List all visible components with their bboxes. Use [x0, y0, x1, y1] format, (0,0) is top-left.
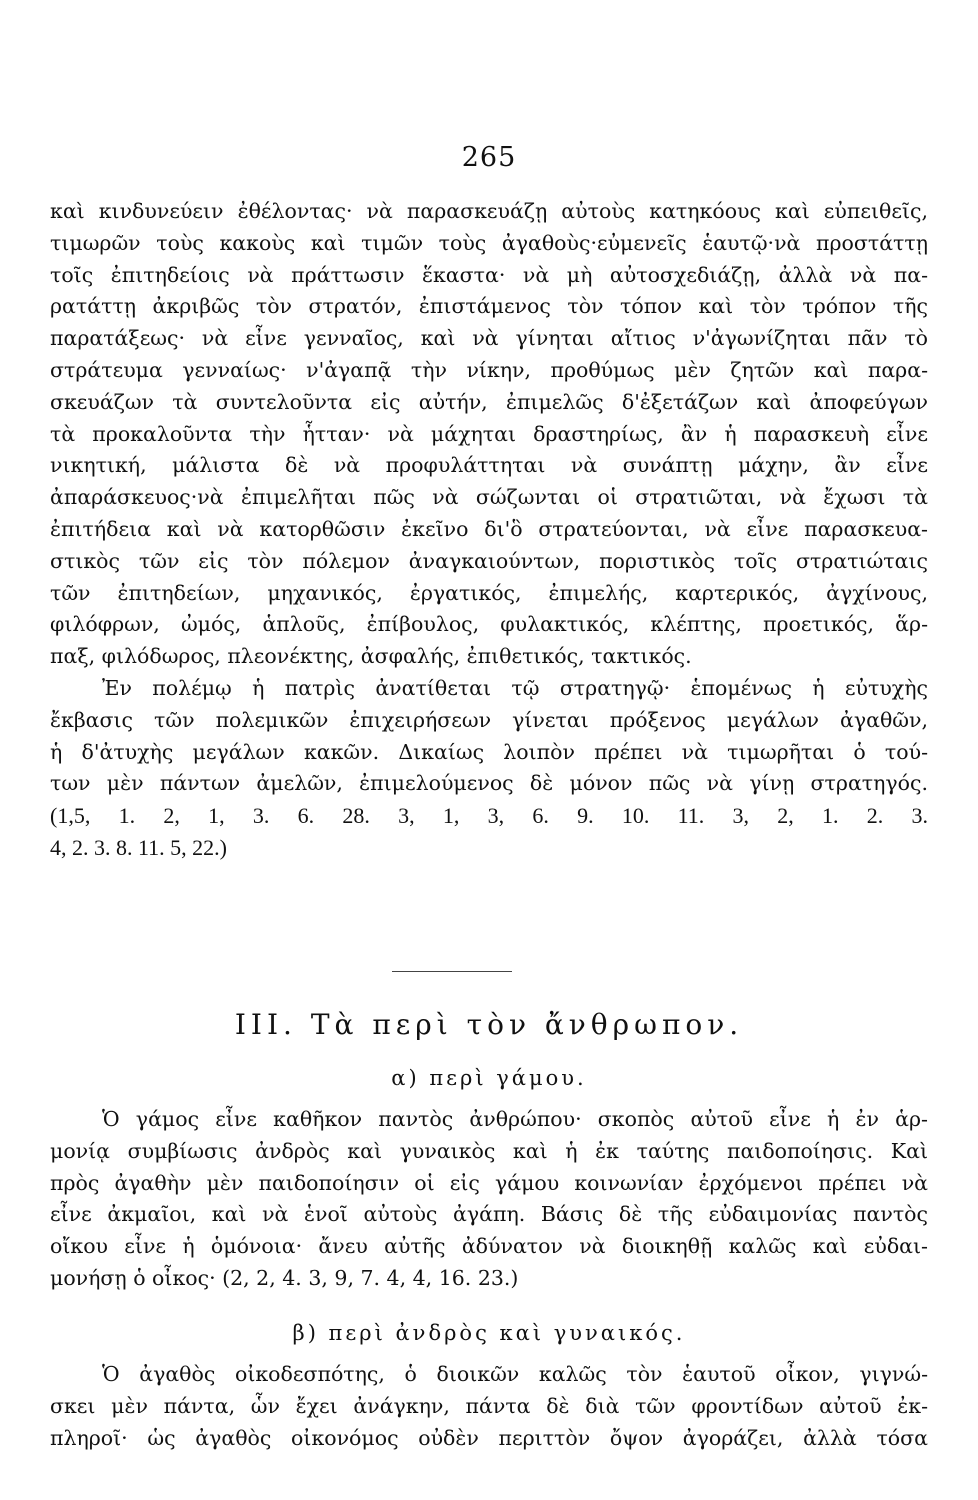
- text-line: σκευάζων τὰ συντελοῦντα εἰς αὐτήν, ἐπιμελῶς δ'ἐξετάζων καὶ ἀποφεύγων: [50, 389, 928, 414]
- main-text-block: [50, 196, 928, 864]
- text-line: τὰ προκαλοῦντα τὴν ἧτταν· νὰ μάχηται δραστηρίως, ἂν ἡ παρασκευὴ εἶνε: [50, 421, 928, 446]
- text-line: σκει μὲν πάντα, ὧν ἔχει ἀνάγκην, πάντα δὲ διὰ τῶν φροντίδων αὐτοῦ ἐκ-: [50, 1393, 928, 1418]
- text-line: μονίᾳ συμβίωσις ἀνδρὸς καὶ γυναικὸς καὶ ἡ ἐκ ταύτης παιδοποίησις. Καὶ: [50, 1138, 928, 1163]
- text-line: παρατάξεως· νὰ εἶνε γενναῖος, καὶ νὰ γίνηται αἴτιος ν'ἀγωνίζηται πᾶν τὸ: [50, 326, 928, 351]
- text-line: εἶνε ἀκμαῖοι, καὶ νὰ ἑνοῖ αὐτοὺς ἀγάπη. Βάσις δὲ τῆς εὐδαιμονίας παντὸς: [50, 1202, 928, 1227]
- text-line: παξ, φιλόδωρος, πλεονέκτης, ἀσφαλής, ἐπιθετικός, τακτικός.: [50, 644, 692, 669]
- subheading-marriage: α) περὶ γάμου.: [391, 1066, 587, 1090]
- text-line: στικὸς τῶν εἰς τὸν πόλεμον ἀναγκαιούντων, ποριστικὸς τοῖς στρατιώταις: [50, 548, 928, 573]
- reference-line: (1,5, 1. 2, 1, 3. 6. 28. 3, 1, 3, 6. 9. 10. 11. 3, 2, 1. 2. 3.: [50, 803, 928, 829]
- text-line: στράτευμα γενναίως· ν'ἀγαπᾷ τὴν νίκην, προθύμως μὲν ζητῶν καὶ παρα-: [50, 357, 928, 382]
- text-line: Ὁ γάμος εἶνε καθῆκον παντὸς ἀνθρώπου· σκοπὸς αὐτοῦ εἶνε ἡ ἐν ἁρ-: [102, 1107, 928, 1131]
- household-text-block: [50, 1359, 928, 1454]
- text-line: νικητική, μάλιστα δὲ νὰ προφυλάττηται νὰ συνάπτῃ μάχην, ἂν εἶνε: [50, 453, 928, 478]
- text-line: Ἐν πολέμῳ ἡ πατρὶς ἀνατίθεται τῷ στρατηγῷ· ἑπομένως ἡ εὐτυχὴς: [102, 675, 928, 700]
- page-number: 265: [461, 142, 517, 173]
- subheading-man-and-woman: β) περὶ ἀνδρὸς καὶ γυναικός.: [292, 1321, 686, 1345]
- text-line: ἀπαράσκευος·νὰ ἐπιμελῆται πῶς νὰ σώζωνται οἱ στρατιῶται, νὰ ἔχωσι τὰ: [50, 485, 928, 510]
- text-line: τιμωρῶν τοὺς κακοὺς καὶ τιμῶν τοὺς ἀγαθοὺς·εὐμενεῖς ἑαυτῷ·νὰ προστάττῃ: [50, 230, 928, 255]
- text-line: πληροῖ· ὡς ἀγαθὸς οἰκονόμος οὐδὲν περιττὸν ὄψον ἀγοράζει, ἀλλὰ τόσα: [50, 1425, 928, 1450]
- marriage-text-block: [50, 1104, 928, 1295]
- text-line: Ὁ ἀγαθὸς οἰκοδεσπότης, ὁ διοικῶν καλῶς τὸν ἑαυτοῦ οἶκον, γιγνώ-: [102, 1362, 928, 1386]
- section-divider: [392, 971, 512, 972]
- section-title: ΙΙΙ. Τὰ περὶ τὸν ἄνθρωπον.: [234, 1008, 744, 1041]
- text-line: των μὲν πάντων ἀμελῶν, ἐπιμελούμενος δὲ μόνον πῶς νὰ γίνῃ στρατηγός.: [50, 771, 928, 796]
- text-line: οἴκου εἶνε ἡ ὁμόνοια· ἄνευ αὐτῆς ἀδύνατον νὰ διοικηθῇ καλῶς καὶ εὐδαι-: [50, 1234, 928, 1259]
- text-line: τοῖς ἐπιτηδείοις νὰ πράττωσιν ἕκαστα· νὰ μὴ αὐτοσχεδιάζῃ, ἀλλὰ νὰ πα-: [50, 262, 928, 287]
- text-line: ρατάττῃ ἀκριβῶς τὸν στρατόν, ἐπιστάμενος τὸν τόπον καὶ τὸν τρόπον τῆς: [50, 294, 928, 319]
- text-line: πρὸς ἀγαθὴν μὲν παιδοποίησιν οἱ εἰς γάμου κοινωνίαν ἐρχόμενοι πρέπει νὰ: [50, 1170, 928, 1195]
- text-line: ἐπιτήδεια καὶ νὰ κατορθῶσιν ἐκεῖνο δι'ὃ στρατεύονται, νὰ εἶνε παρασκευα-: [50, 516, 928, 541]
- reference-line: 4, 2. 3. 8. 11. 5, 22.): [50, 834, 228, 860]
- text-line: τῶν ἐπιτηδείων, μηχανικός, ἐργατικός, ἐπιμελής, καρτερικός, ἀγχίνους,: [50, 580, 928, 605]
- text-line: καὶ κινδυνεύειν ἐθέλοντας· νὰ παρασκευάζῃ αὐτοὺς κατηκόους καὶ εὐπειθεῖς,: [50, 199, 928, 223]
- text-line: μονήσῃ ὁ οἶκος· (2, 2, 4. 3, 9, 7. 4, 4, 16. 23.): [50, 1265, 519, 1290]
- text-line: φιλόφρων, ὠμός, ἁπλοῦς, ἐπίβουλος, φυλακτικός, κλέπτης, προετικός, ἅρ-: [50, 612, 928, 637]
- text-line: ἡ δ'ἀτυχὴς μεγάλων κακῶν. Δικαίως λοιπὸν πρέπει νὰ τιμωρῆται ὁ τού-: [50, 739, 928, 764]
- text-line: ἔκβασις τῶν πολεμικῶν ἐπιχειρήσεων γίνεται πρόξενος μεγάλων ἀγαθῶν,: [50, 707, 928, 732]
